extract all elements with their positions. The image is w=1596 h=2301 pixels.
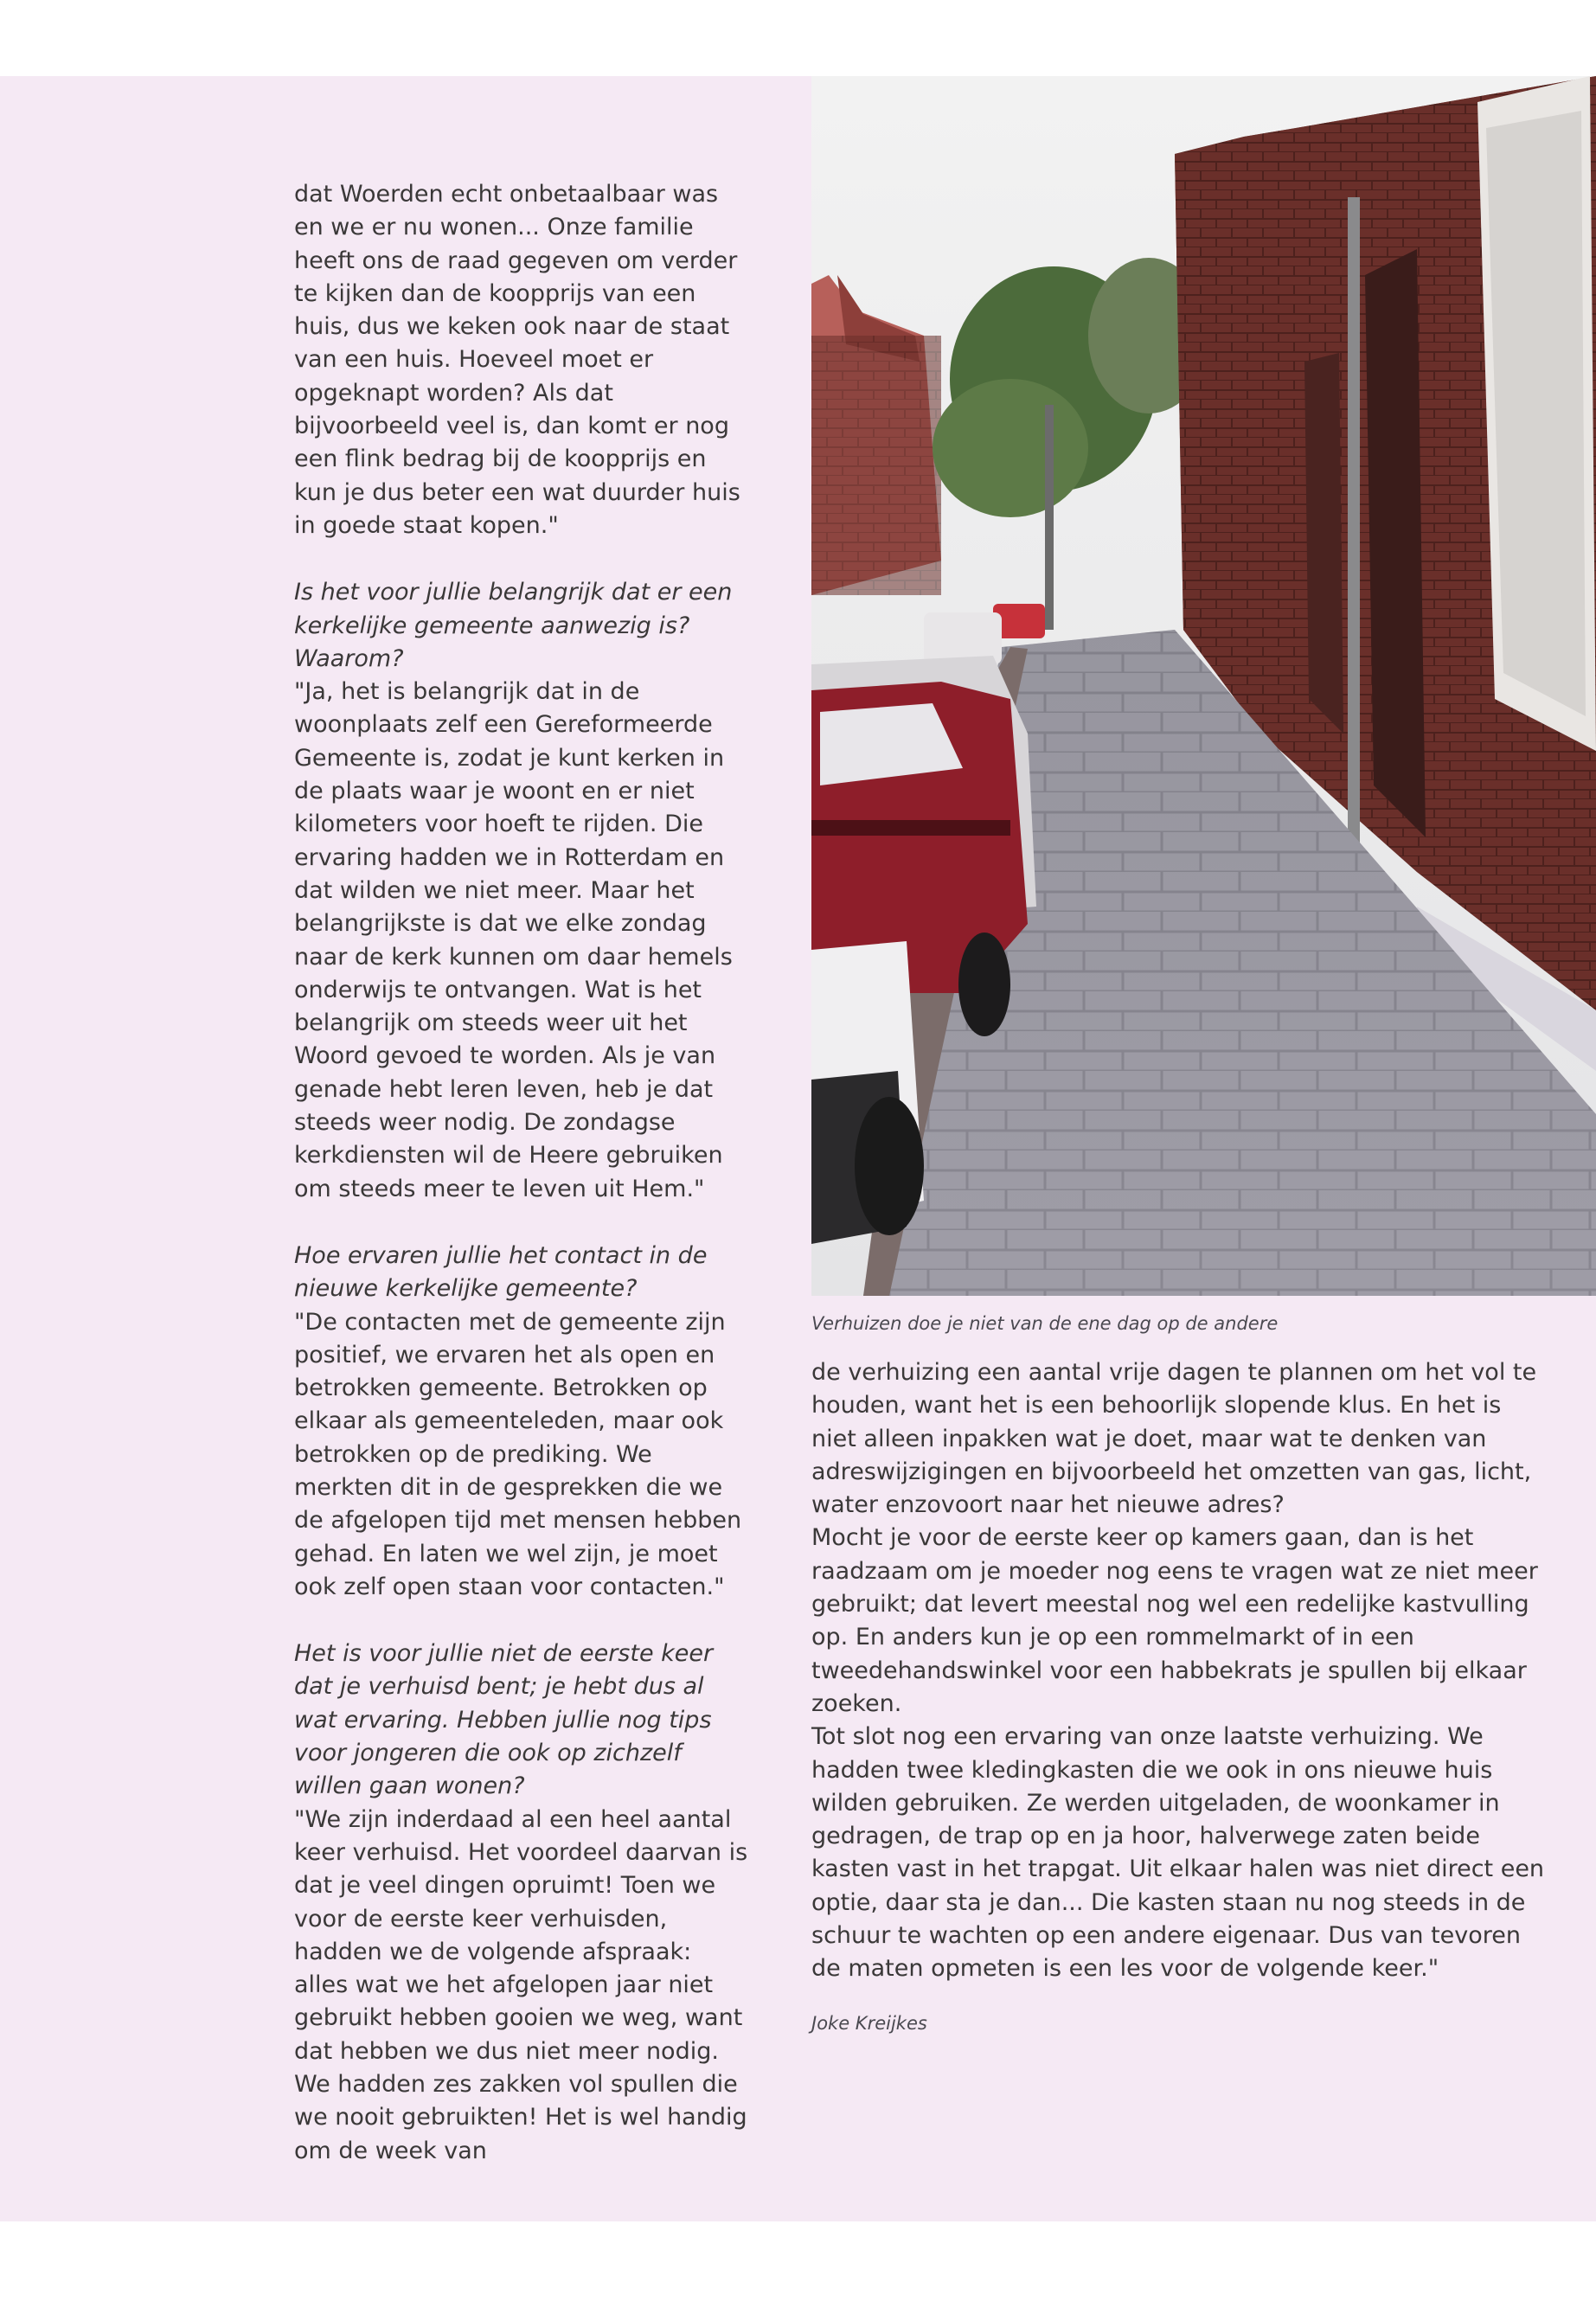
paragraph: de verhuizing een aantal vrije dagen te plannen om het vol te houden, want het is een behoorlijk slopende klus. En het is niet alleen inpakken wat je doet, maar wat te denken van adreswijzigingen en bijvoorbeeld het omzetten van gas, licht, water enzovoort naar het nieuwe adres?	[811, 1359, 1537, 1519]
interview-answer: "We zijn inderdaad al een heel aantal keer verhuisd. Het voordeel daarvan is dat je veel dingen opruimt! Toen we voor de eerste keer verhuisden, hadden we de volgende afspraak: alles wat we het afgelopen jaar niet gebruikt hebben gooien we weg, want dat hebben we dus niet meer nodig. We hadden zes zakken vol spullen die we nooit gebruikten! Het is wel handig om de week van	[294, 1805, 748, 2164]
interview-question: Is het voor jullie belangrijk dat er een kerkelijke gemeente aanwezig is? Waarom?	[294, 579, 733, 672]
interview-question: Het is voor jullie niet de eerste keer dat je verhuisd bent; je hebt dus al wat ervaring. Hebben jullie nog tips voor jongeren die ook op zichzelf willen gaan wonen?	[294, 1640, 714, 1800]
paragraph: Mocht je voor de eerste keer op kamers gaan, dan is het raadzaam om je moeder nog eens te vragen wat ze niet meer gebruikt; dat levert meestal nog wel een redelijke kastvulling op. En anders kun je op een rommelmarkt of in een tweedehandswinkel voor een habbekrats je spullen bij elkaar zoeken.	[811, 1524, 1538, 1717]
interview-question: Hoe ervaren jullie het contact in de nieuwe kerkelijke gemeente?	[294, 1241, 708, 1303]
right-text-column	[811, 1356, 1547, 2040]
author-credit: Joke Kreijkes	[811, 2012, 927, 2034]
street-photo	[811, 76, 1596, 1296]
magazine-page	[0, 76, 1596, 2221]
photo-caption: Verhuizen doe je niet van de ene dag op de andere	[811, 1313, 1279, 1334]
interview-answer: "Ja, het is belangrijk dat in de woonplaats zelf een Gereformeerde Gemeente is, zodat je kunt kerken in de plaats waar je woont en er niet kilometers voor hoeft te rijden. Die ervaring hadden we in Rotterdam en dat wilden we niet meer. Maar het belangrijkste is dat we elke zondag naar de kerk kunnen om daar hemels onderwijs te ontvangen. Wat is het belangrijk om steeds weer uit het Woord gevoed te worden. Als je van genade hebt leren leven, heb je dat steeds weer nodig. De zondagse kerkdiensten wil de Heere gebruiken om steeds meer te leven uit Hem."	[294, 678, 733, 1202]
interview-answer: "De contacten met de gemeente zijn positief, we ervaren het als open en betrokken gemeente. Betrokken op elkaar als gemeenteleden, maar ook betrokken op de prediking. We merkten dit in de gesprekken die we de afgelopen tijd met mensen hebben gehad. En laten we wel zijn, je moet ook zelf open staan voor contacten."	[294, 1308, 742, 1600]
paragraph: dat Woerden echt onbetaalbaar was en we er nu wonen... Onze familie heeft ons de raad gegeven om verder te kijken dan de koopprijs van een huis, dus we keken ook naar de staat van een huis. Hoeveel moet er opgeknapt worden? Als dat bijvoorbeeld veel is, dan komt er nog een flink bedrag bij de koopprijs en kun je dus beter een wat duurder huis in goede staat kopen."	[294, 181, 740, 539]
paragraph: Tot slot nog een ervaring van onze laatste verhuizing. We hadden twee kledingkasten die we ook in ons nieuwe huis wilden gebruiken. Ze werden uitgeladen, de woonkamer in gedragen, de trap op en ja hoor, halverwege zaten beide kasten vast in het trapgat. Uit elkaar halen was niet direct een optie, daar sta je dan... Die kasten staan nu nog steeds in de schuur te wachten op een andere eigenaar. Dus van tevoren de maten opmeten is een les voor de volgende keer."	[811, 1723, 1545, 1983]
left-text-column	[294, 178, 753, 2168]
